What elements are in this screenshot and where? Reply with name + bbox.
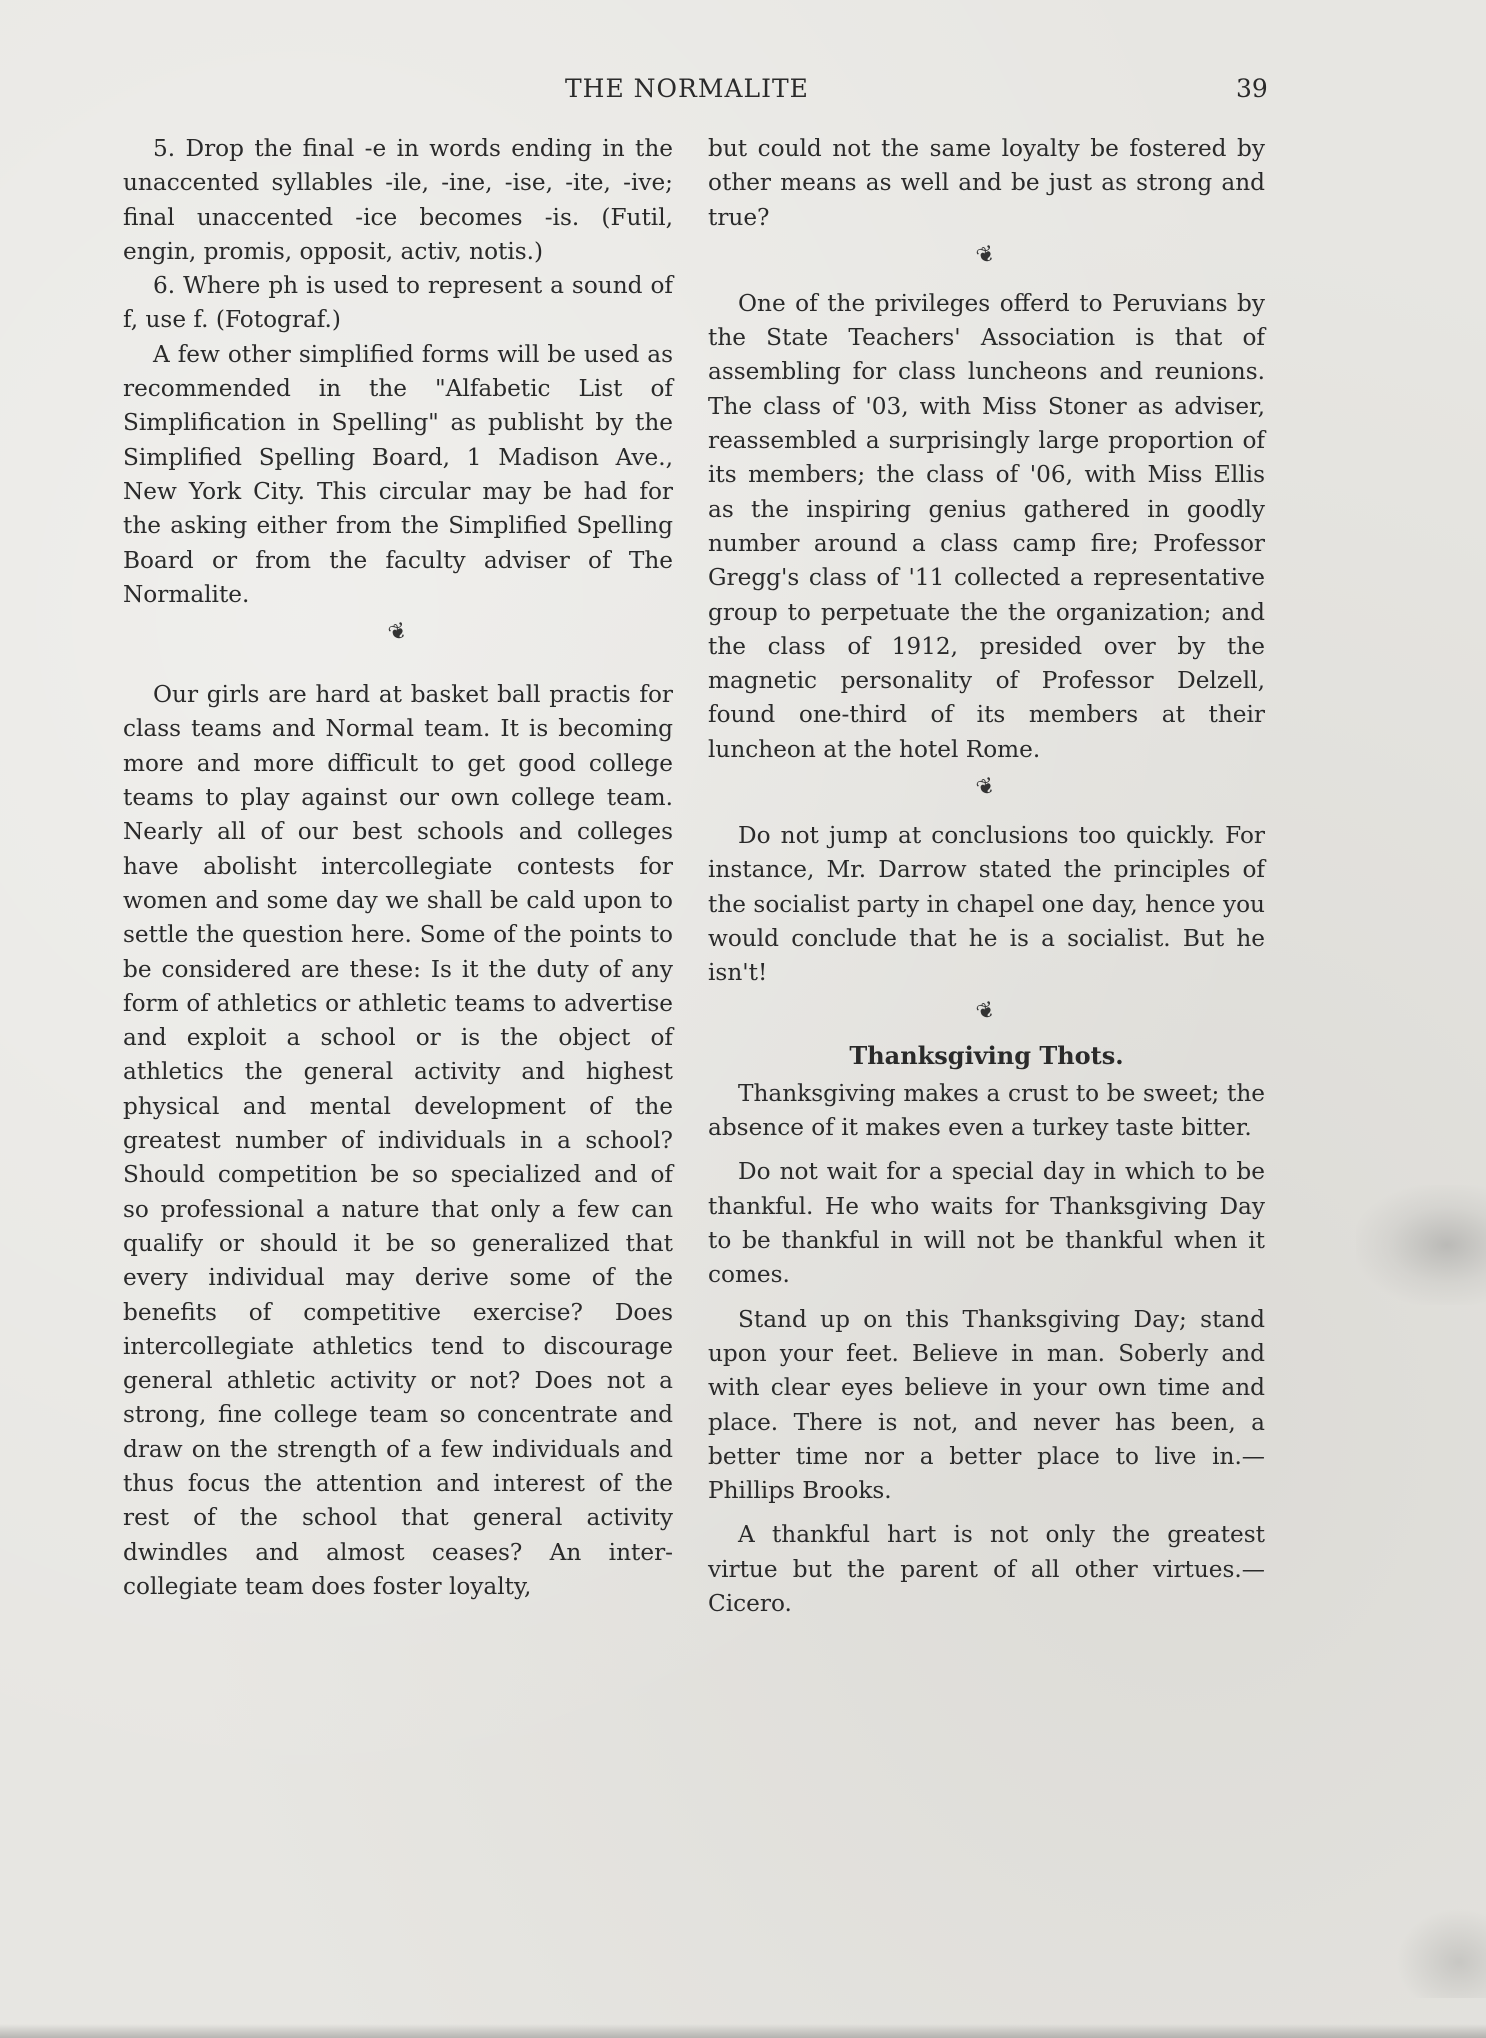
right-column	[708, 132, 1265, 1621]
spelling-rule-6: 6. Where ph is used to represent a sound of f, use f. (Fotograf.)	[123, 272, 673, 334]
section-ornament	[708, 767, 1265, 809]
section-ornament	[123, 612, 673, 654]
thanksgiving-thought-1: Thanksgiving makes a crust to be sweet; the absence of it makes even a turkey taste bitter.	[708, 1079, 1265, 1142]
class-reunions-paragraph: One of the privileges offerd to Peruvians by the State Teachers' Association is that of assembling for class luncheons and reunions. The class of '03, with Miss Stoner as adviser, reassembled a surprisingly large proportion of its members; the class of '06, with Miss Ellis as the inspiring genius gathered in goodly number around a class camp fire; Professor Gregg's class of '11 collected a representative group to perpetuate the the organization; and the class of 1912, presided over by the magnetic personality of Professor Delzell, found one-third of its members at their luncheon at the hotel Rome.	[708, 289, 1265, 763]
basketball-paragraph: Our girls are hard at basket ball practis for class teams and Normal team. It is becoming more and more difficult to get good college teams to play against our own college team. Nearly all of our best schools and colleges have abolisht intercollegiate contests for women and some day we shall be cald upon to settle the question here. Some of the points to be considered are these: Is it the duty of any form of athletics or athletic teams to advertise and exploit a school or is the object of athletics the general activity and highest physical and mental development of the greatest number of individuals in a school? Should competition be so specialized and of so professional a nature that only a few can qualify or should it be so generalized that every individual may derive some of the benefits of competitive exercise? Does intercollegiate athletics tend to discourage general athletic activity or not? Does not a strong, fine college team so concentrate and draw on the strength of a few individuals and thus focus the attention and interest of the rest of the school that general activity dwindles and almost ceases? An inter-collegiate team does foster loyalty,	[123, 681, 673, 1600]
fleuron-icon: ❦	[384, 617, 411, 648]
loyalty-continuation: but could not the same loyalty be fostered by other means as well and be just as strong and true?	[708, 135, 1265, 231]
spelling-rule-5: 5. Drop the final -e in words ending in the unaccented syllables -ile, -ine, -ise, -ite, -ive; final unaccented -ice becomes -is. (Futil, engin, promis, opposit, activ, notis.)	[123, 135, 673, 265]
paper-stain	[1396, 1908, 1486, 1998]
fleuron-icon: ❦	[973, 772, 1000, 803]
page-number: 39	[1236, 74, 1268, 103]
section-ornament	[708, 235, 1265, 277]
thanksgiving-thought-2: Do not wait for a special day in which to be thankful. He who waits for Thanksgiving Day to be thankful in will not be thankful when it comes.	[708, 1158, 1265, 1289]
fleuron-icon: ❦	[973, 996, 1000, 1026]
thanksgiving-thought-4: A thankful hart is not only the greatest virtue but the parent of all other virtues.—Cicero.	[708, 1521, 1265, 1617]
publication-title: THE NORMALITE	[565, 74, 809, 103]
page-bottom-edge	[0, 2024, 1486, 2038]
paper-stain	[1356, 1185, 1486, 1305]
left-column	[123, 132, 673, 1604]
thanksgiving-thought-3: Stand up on this Thanksgiving Day; stand upon your feet. Believe in man. Soberly and with clear eyes believe in your own time and place. There is not, and never has been, a better time nor a better place to live in.—Phillips Brooks.	[708, 1305, 1265, 1505]
page-header	[0, 70, 1486, 110]
thanksgiving-heading: Thanksgiving Thots.	[849, 1040, 1124, 1070]
fleuron-icon: ❦	[973, 240, 1000, 271]
conclusions-paragraph: Do not jump at conclusions too quickly. For instance, Mr. Darrow stated the principles of the socialist party in chapel one day, hence you would conclude that he is a socialist. But he isn't!	[708, 822, 1265, 987]
simplified-forms-paragraph: A few other simplified forms will be used as recommended in the "Alfabetic List of Simplification in Spelling" as publisht by the Simplified Spelling Board, 1 Madison Ave., New York City. This circular may be had for the asking either from the Simplified Spelling Board or from the faculty adviser of The Normalite.	[123, 340, 673, 608]
section-ornament	[708, 991, 1265, 1033]
